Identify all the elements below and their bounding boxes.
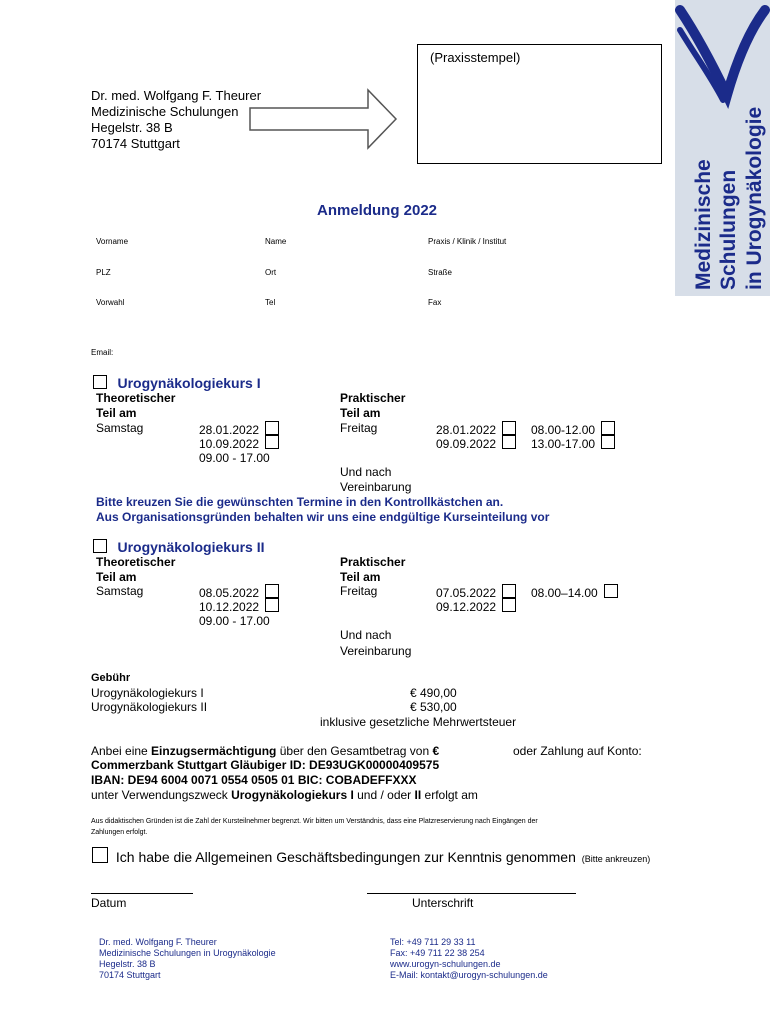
course2-theory-day: Samstag <box>96 584 144 598</box>
course2-practice-option-2 <box>436 598 516 614</box>
agb-text: Ich habe die Allgemeinen Geschäftsbedingungen zur Kenntnis genommen <box>115 849 576 865</box>
logo-line-2: Schulungen <box>717 169 740 290</box>
course1-practice-time-2-checkbox[interactable] <box>601 435 615 449</box>
instruction-line-1: Bitte kreuzen Sie die gewünschten Termine in den Kontrollkästchen an. <box>96 495 504 509</box>
payment-text-a: Anbei eine <box>91 744 152 758</box>
course2-practice-date-1-checkbox[interactable] <box>502 584 516 598</box>
course2-theory-date-2: 10.12.2022 <box>199 600 260 614</box>
course1-practice-label-1: Praktischer <box>340 391 406 405</box>
footer-left <box>99 937 276 981</box>
field-label-vorwahl: Vorwahl <box>96 298 125 307</box>
logo-line-1: Medizinische <box>692 159 715 290</box>
footer-fax: Fax: +49 711 22 38 254 <box>390 948 485 958</box>
agb-checkbox[interactable] <box>92 847 108 863</box>
course2-practice-label-1: Praktischer <box>340 555 406 569</box>
course2-title: Urogynäkologiekurs II <box>117 539 265 555</box>
course1-checkbox[interactable] <box>93 375 107 389</box>
course1-practice-label-2: Teil am <box>340 406 381 420</box>
course2-theory-date-1-checkbox[interactable] <box>265 584 279 598</box>
field-label-plz: PLZ <box>96 268 111 277</box>
course2-practice-time-1-checkbox[interactable] <box>604 584 618 598</box>
course2-practice-date-2-checkbox[interactable] <box>502 598 516 612</box>
course1-theory-date-2-checkbox[interactable] <box>265 435 279 449</box>
field-label-ort: Ort <box>265 268 277 277</box>
logo-graphic <box>675 0 770 296</box>
field-label-email: Email: <box>91 348 114 357</box>
sender-address <box>91 88 261 152</box>
course2-practice-date-2: 09.12.2022 <box>436 600 497 614</box>
sender-street: Hegelstr. 38 B <box>91 120 173 135</box>
course2-practice-day: Freitag <box>340 584 378 598</box>
course1-theory-option-2 <box>199 435 279 451</box>
payment-purpose-a: unter Verwendungszweck <box>91 788 232 802</box>
fees-heading: Gebühr <box>91 672 131 684</box>
course1-practice-day: Freitag <box>340 421 378 435</box>
course2-practice-date-1: 07.05.2022 <box>436 586 497 600</box>
fee-item-2-name: Urogynäkologiekurs II <box>91 700 208 714</box>
course2-theory-date-1: 08.05.2022 <box>199 586 260 600</box>
course2-note-1: Und nach <box>340 628 392 642</box>
course1-note-2: Vereinbarung <box>340 480 412 494</box>
footer-email[interactable]: E-Mail: kontakt@urogyn-schulungen.de <box>390 970 548 980</box>
course1-theory-date-2: 10.09.2022 <box>199 437 260 451</box>
sender-city: 70174 Stuttgart <box>91 136 180 151</box>
field-label-name: Name <box>265 237 287 246</box>
payment-bank-line: Commerzbank Stuttgart Gläubiger ID: DE93UGK00000409575 <box>91 758 440 772</box>
course1-practice-date-1-checkbox[interactable] <box>502 421 516 435</box>
payment-purpose-line <box>91 788 478 802</box>
payment-line-1 <box>91 744 439 758</box>
course1-theory-time: 09.00 - 17.00 <box>199 451 270 465</box>
date-label: Datum <box>91 896 127 910</box>
course2-practice-time-1: 08.00–14.00 <box>531 586 598 600</box>
payment-purpose-b: Urogynäkologiekurs I <box>231 788 354 802</box>
course1-theory-label-2: Teil am <box>96 406 137 420</box>
course1-theory-label-1: Theoretischer <box>96 391 176 405</box>
payment-purpose-c: und / oder <box>353 788 415 802</box>
footer-company: Medizinische Schulungen in Urogynäkologie <box>99 948 276 958</box>
footer-name: Dr. med. Wolfgang F. Theurer <box>99 937 217 947</box>
course2-theory-label-1: Theoretischer <box>96 555 176 569</box>
course1-practice-time-1: 08.00-12.00 <box>531 423 596 437</box>
field-label-vorname: Vorname <box>96 237 129 246</box>
course2-theory-date-2-checkbox[interactable] <box>265 598 279 612</box>
sender-company: Medizinische Schulungen <box>91 104 239 119</box>
footer-right <box>390 937 548 981</box>
field-label-praxis: Praxis / Klinik / Institut <box>428 237 507 246</box>
field-label-tel: Tel <box>265 298 276 307</box>
sender-name: Dr. med. Wolfgang F. Theurer <box>91 88 262 103</box>
footer-street: Hegelstr. 38 B <box>99 959 156 969</box>
course1-practice-time-option-2 <box>531 435 615 451</box>
course1-theory-date-1-checkbox[interactable] <box>265 421 279 435</box>
payment-text-c: über den Gesamtbetrag von <box>276 744 433 758</box>
footer-website[interactable]: www.urogyn-schulungen.de <box>390 959 501 969</box>
footer-city: 70174 Stuttgart <box>99 970 161 980</box>
fee-item-1-price: € 490,00 <box>410 686 457 700</box>
fees-vat-note: inklusive gesetzliche Mehrwertsteuer <box>320 715 517 729</box>
course2-practice-time-option-1 <box>531 584 618 600</box>
footer-phone: Tel: +49 711 29 33 11 <box>390 937 476 947</box>
payment-purpose-e: erfolgt am <box>421 788 478 802</box>
fee-item-2-price: € 530,00 <box>410 700 457 714</box>
course2-theory-option-2 <box>199 598 279 614</box>
stamp-label: (Praxisstempel) <box>430 50 521 65</box>
course1-practice-time-2: 13.00-17.00 <box>531 437 596 451</box>
form-title: Anmeldung 2022 <box>317 202 438 219</box>
course1-practice-date-1: 28.01.2022 <box>436 423 497 437</box>
instruction-line-2: Aus Organisationsgründen behalten wir uns eine endgültige Kurseinteilung vor <box>96 510 550 524</box>
disclaimer-line-1: Aus didaktischen Gründen ist die Zahl der Kursteilnehmer begrenzt. Wir bitten um Verständnis, dass eine Platzreservierung nach Eingängen der <box>91 818 538 825</box>
fee-item-1-name: Urogynäkologiekurs I <box>91 686 204 700</box>
course1-practice-time-1-checkbox[interactable] <box>601 421 615 435</box>
payment-account-label: oder Zahlung auf Konto: <box>513 744 642 758</box>
disclaimer-line-2: Zahlungen erfolgt. <box>91 829 148 836</box>
agb-hint: (Bitte ankreuzen) <box>581 854 651 864</box>
payment-text-b: Einzugsermächtigung <box>151 744 277 758</box>
practice-stamp-box[interactable] <box>417 44 662 164</box>
payment-currency: € <box>432 744 440 758</box>
field-label-strasse: Straße <box>428 268 453 277</box>
date-line[interactable] <box>91 893 193 894</box>
signature-line[interactable] <box>367 893 576 894</box>
course2-practice-label-2: Teil am <box>340 570 381 584</box>
payment-iban-line: IBAN: DE94 6004 0071 0554 0505 01 BIC: COBADEFFXXX <box>91 773 417 787</box>
signature-label: Unterschrift <box>412 896 474 910</box>
course2-theory-label-2: Teil am <box>96 570 137 584</box>
course2-note-2: Vereinbarung <box>340 644 412 658</box>
course1-practice-option-2 <box>436 435 516 451</box>
payment-purpose-d: II <box>414 788 422 802</box>
field-label-fax: Fax <box>428 298 442 307</box>
course1-note-1: Und nach <box>340 465 392 479</box>
course2-theory-time: 09.00 - 17.00 <box>199 614 270 628</box>
course1-theory-day: Samstag <box>96 421 144 435</box>
course1-practice-date-2: 09.09.2022 <box>436 437 497 451</box>
course1-theory-date-1: 28.01.2022 <box>199 423 260 437</box>
arrow-right-icon <box>248 88 398 150</box>
agb-row <box>92 847 650 865</box>
logo-line-3: in Urogynäkologie <box>743 106 766 290</box>
course1-title: Urogynäkologiekurs I <box>117 375 261 391</box>
course2-checkbox[interactable] <box>93 539 107 553</box>
course1-practice-date-2-checkbox[interactable] <box>502 435 516 449</box>
logo <box>675 0 770 296</box>
